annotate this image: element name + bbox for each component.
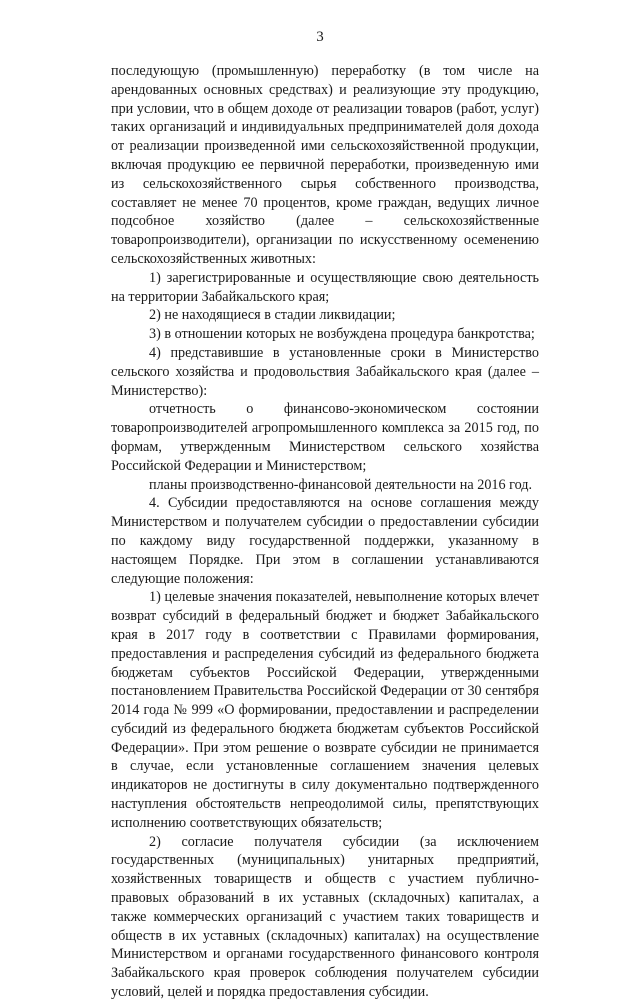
paragraph-provision-2: 2) согласие получателя субсидии (за исключением государственных (муниципальных) унитарных предприятий, хозяйственных товариществ и обществ с участием публично-правовых образований в их уставных (складочных) капиталах, а также коммерческих организаций с участием таких товариществ и обществ в их уставных (складочных) капиталах) на осуществление Министерством и органами государственного финансового контроля Забайкальского края проверок соблюдения получателем субсидии условий, целей и порядка предоставления субсидии. bbox=[111, 833, 539, 1001]
paragraph-item-4-submitted: 4) представившие в установленные сроки в Министерство сельского хозяйства и продовольствия Забайкальского края (далее – Министерство): bbox=[111, 344, 539, 399]
paragraph-provision-1: 1) целевые значения показателей, невыполнение которых влечет возврат субсидий в федеральный бюджет и бюджет Забайкальского края в 2017 году в соответствии с Правилами формирования, предоставления и распределения субсидий из федерального бюджета бюджетам субъектов Российской Федерации, утвержденными постановлением Правительства Российской Федерации от 30 сентября 2014 года № 999 «О формировании, предоставлении и распределении субсидий из федерального бюджета бюджетам субъектов Российской Федерации». При этом решение о возврате субсидии не принимается в случае, если установленные соглашением значения целевых индикаторов не достигнуты в силу документально подтвержденного наступления обстоятельств непреодолимой силы, препятствующих исполнению соответствующих обязательств; bbox=[111, 589, 539, 831]
document-body bbox=[111, 62, 539, 1002]
paragraph-plans: планы производственно-финансовой деятельности на 2016 год. bbox=[149, 476, 533, 493]
paragraph-section-4: 4. Субсидии предоставляются на основе соглашения между Министерством и получателем субсидии о предоставлении субсидии по каждому виду государственной поддержки, указанному в настоящем Порядке. При этом в соглашении устанавливаются следующие положения: bbox=[111, 495, 539, 587]
paragraph-intro-continued: последующую (промышленную) переработку (в том числе на арендованных основных средствах) и реализующие эту продукцию, при условии, что в общем доходе от реализации товаров (работ, услуг) таких организаций и индивидуальных предпринимателей доля дохода от реализации произведенной ими сельскохозяйственной продукции, включая продукцию ее первичной переработки, произведенную ими из сельскохозяйственного сырья собственного производства, составляет не менее 70 процентов, кроме граждан, ведущих личное подсобное хозяйство (далее – сельскохозяйственные товаропроизводители), организации по искусственному осеменению сельскохозяйственных животных: bbox=[111, 63, 539, 267]
page-number: 3 bbox=[316, 29, 324, 45]
paragraph-item-2-not-liquidated: 2) не находящиеся в стадии ликвидации; bbox=[149, 307, 396, 324]
paragraph-item-1-registered: 1) зарегистрированные и осуществляющие свою деятельность на территории Забайкальского края; bbox=[111, 269, 539, 305]
paragraph-item-3-no-bankruptcy: 3) в отношении которых не возбуждена процедура банкротства; bbox=[149, 326, 535, 343]
paragraph-reporting: отчетность о финансово-экономическом состоянии товаропроизводителей агропромышленного комплекса за 2015 год, по формам, утвержденным Министерством сельского хозяйства Российской Федерации и Министерством; bbox=[111, 401, 539, 474]
